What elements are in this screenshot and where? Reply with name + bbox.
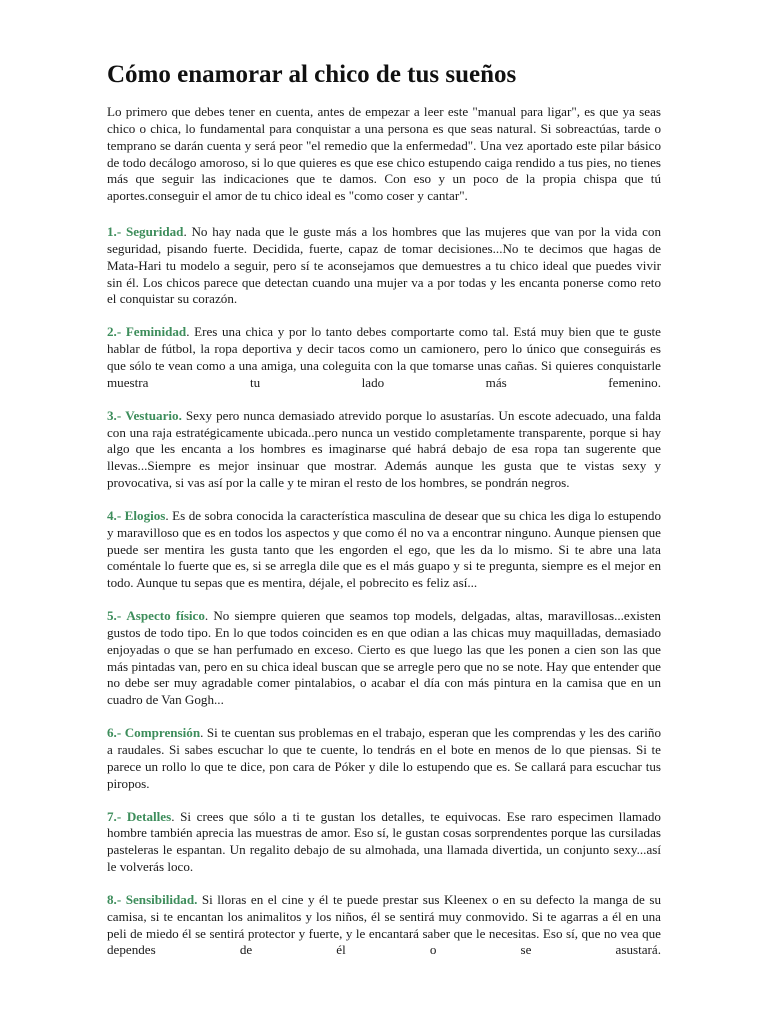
tip-heading: Aspecto físico — [126, 608, 205, 624]
tip-number: 5.- — [107, 608, 122, 624]
tip-detalles — [107, 809, 661, 876]
tip-heading: Vestuario. — [125, 407, 182, 423]
tip-heading: Comprensión — [124, 725, 201, 741]
tip-heading: Seguridad — [125, 224, 184, 240]
tip-text: . No hay nada que le guste más a los hombres que las mujeres que van por la vida con seguridad, pisando fuerte. Decidida, fuerte, capaz de tomar decisiones...No te decimos que hagas de Mata-Hari tu modelo a seguir, pero sí te aconsejamos que demuestres a tu chico ideal que puedes vivir sin él. Los chicos parece que detectan cuando una mujer va a por todas y les encanta ponerse como reto el conquistar su corazón. — [107, 224, 661, 307]
tip-aspecto-fisico — [107, 608, 661, 709]
tip-comprension — [107, 725, 661, 792]
article-title: Cómo enamorar al chico de tus sueños — [107, 61, 517, 88]
tip-number: 8.- — [107, 891, 122, 907]
tip-heading: Feminidad — [125, 324, 187, 340]
tip-text: Si lloras en el cine y él te puede prestar sus Kleenex o en su defecto la manga de su camisa, si te encantan los animalitos y los niños, él se sentirá muy conmovido. Si te agarras a él en una peli de miedo él se sentirá protector y fuerte, y le encantará saber que le necesitas. Eso sí, que no vea que dependes de él o se asustará. — [107, 891, 661, 958]
tip-text: . No siempre quieren que seamos top models, delgadas, altas, maravillosas...existen gustos de todo tipo. En lo que todos coinciden es en que odian a las chicas muy maquilladas, demasiado enjoyadas o que se han perfumado en exceso. Cierto es que luego las que les ponen a cien son las que más pintadas van, pero en su chica ideal buscan que se arregle pero que no se note. Hay que entender que no debe ser muy agradable comer pintalabios, o acabar el día con más pintura en la camisa que en un cuadro de Van Gogh... — [107, 608, 661, 708]
tip-seguridad — [107, 224, 661, 308]
tip-heading: Sensibilidad. — [125, 891, 198, 907]
tip-number: 7.- — [107, 808, 122, 824]
tip-feminidad — [107, 324, 661, 391]
tip-text: . Si crees que sólo a ti te gustan los detalles, te equivocas. Ese raro especimen llamado hombre también aprecia las muestras de amor. Eso sí, le gustan cosas sorprendentes porque las cursiladas pasteleras le espantan. Un regalito debajo de su almohada, una llamada divertida, un conjunto sexy...así le volverás loco. — [107, 808, 661, 875]
tip-text: . Es de sobra conocida la característica masculina de desear que su chica les diga lo estupendo y maravilloso que es en todos los aspectos y que como él no va a encontrar ninguno. Aunque piensen que puede ser mentira les gusta tanto que les engorden el ego, que les da lo mismo. Si te abre una lata coméntale lo fuerte que es, si se arregla dile que es el más guapo y si te pregunta, siempre es el mejor en todo. Aunque tu sepas que es mentira, déjale, el pobrecito es feliz así... — [107, 507, 661, 591]
tip-number: 2.- — [107, 324, 122, 340]
tip-text: . Si te cuentan sus problemas en el trabajo, esperan que les comprendas y les des cariño a raudales. Si sabes escuchar lo que te cuente, lo tendrás en el bote en menos de lo que piensas. Si te parece un rollo lo que te dice, pon cara de Póker y dile lo estupendo que es. Se callará para escuchar tus piropos. — [107, 725, 662, 791]
tip-text: Sexy pero nunca demasiado atrevido porque lo asustarías. Un escote adecuado, una falda con una raja estratégicamente ubicada..pero nunca un vestido completamente transparente, porque si hay algo que les encanta a los hombres es imaginarse qué habrá debajo de esa ropa tan sugerente que llevas...Siempre es mejor insinuar que mostrar. Además aunque les gusta que te vistas sexy y provocativa, si vas así por la calle y te miran el resto de los hombres, se pondrán negros. — [107, 407, 661, 491]
tip-sensibilidad — [107, 892, 661, 959]
intro-paragraph: Lo primero que debes tener en cuenta, antes de empezar a leer este "manual para ligar", es que ya seas chico o chica, lo fundamental para conquistar a una persona es que seas natural. Si sobreactúas, tarde o temprano se darán cuenta y será peor "el remedio que la enfermedad". Una vez aportado este pilar básico de todo decálogo amoroso, si lo que quieres es que ese chico estupendo caiga rendido a tus pies, no tienes más que seguir las indicaciones que te damos. Con eso y un poco de la propia chispa que tú aportes.conseguir el amor de tu chico ideal es "como coser y cantar". — [107, 104, 661, 204]
tip-heading: Elogios — [124, 507, 166, 523]
tip-text: . Eres una chica y por lo tanto debes comportarte como tal. Está muy bien que te guste hablar de fútbol, la ropa deportiva y decir tacos como un camionero, pero lo único que conseguirás es que sólo te vean como a una amiga, una coleguita con la que tomarse unas cañas. Si quieres conquistarle muestra tu lado más femenino. — [107, 324, 661, 390]
document-page — [107, 58, 661, 975]
tip-vestuario — [107, 408, 661, 492]
tip-elogios — [107, 508, 661, 592]
tip-heading: Detalles — [126, 808, 172, 824]
tip-number: 1.- — [107, 224, 122, 240]
tip-number: 3.- — [107, 407, 122, 423]
tip-number: 6.- — [107, 725, 122, 741]
tip-number: 4.- — [107, 507, 122, 523]
